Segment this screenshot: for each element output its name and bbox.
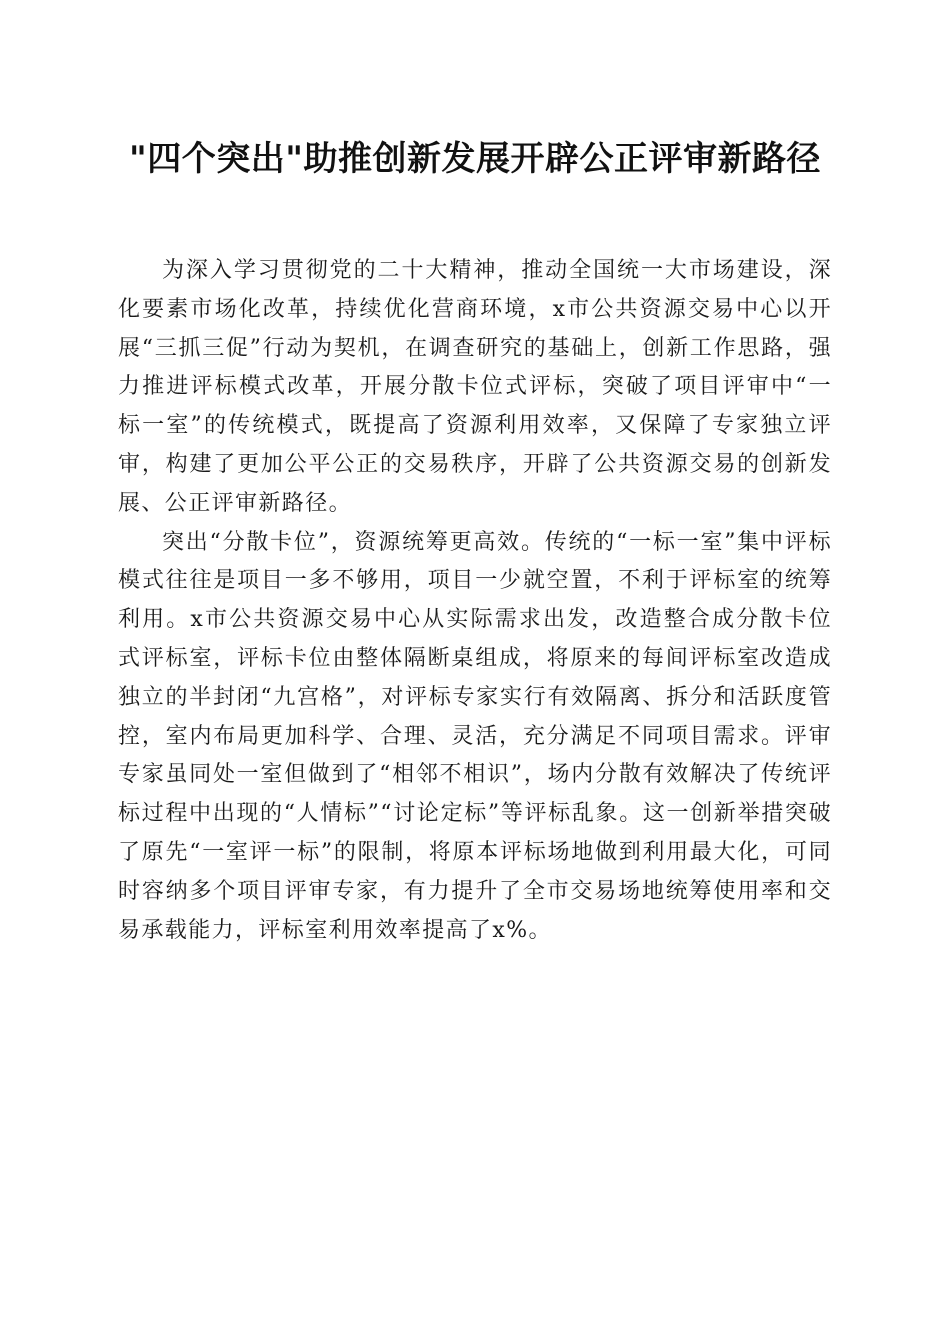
- paragraph-intro: 为深入学习贯彻党的二十大精神，推动全国统一大市场建设，深化要素市场化改革，持续优化营商环境，x市公共资源交易中心以开展“三抓三促”行动为契机，在调查研究的基础上，创新工作思路，强力推进评标模式改革，开展分散卡位式评标，突破了项目评审中“一标一室”的传统模式，既提高了资源利用效率，又保障了专家独立评审，构建了更加公平公正的交易秩序，开辟了公共资源交易的创新发展、公正评审新路径。: [118, 258, 832, 516]
- paragraph-section-1: 突出“分散卡位”，资源统筹更高效。传统的“一标一室”集中评标模式往往是项目一多不够用，项目一少就空置，不利于评标室的统筹利用。x市公共资源交易中心从实际需求出发，改造整合成分散卡位式评标室，评标卡位由整体隔断桌组成，将原来的每间评标室改造成独立的半封闭“九宫格”，对评标专家实行有效隔离、拆分和活跃度管控，室内布局更加科学、合理、灵活，充分满足不同项目需求。评审专家虽同处一室但做到了“相邻不相识”，场内分散有效解决了传统评标过程中出现的“人情标”“讨论定标”等评标乱象。这一创新举措突破了原先“一室评一标”的限制，将原本评标场地做到利用最大化，可同时容纳多个项目评审专家，有力提升了全市交易场地统筹使用率和交易承载能力，评标室利用效率提高了x%。: [118, 529, 832, 943]
- document-title: "四个突出"助推创新发展开辟公正评审新路径: [129, 139, 821, 179]
- document-body: [118, 252, 832, 950]
